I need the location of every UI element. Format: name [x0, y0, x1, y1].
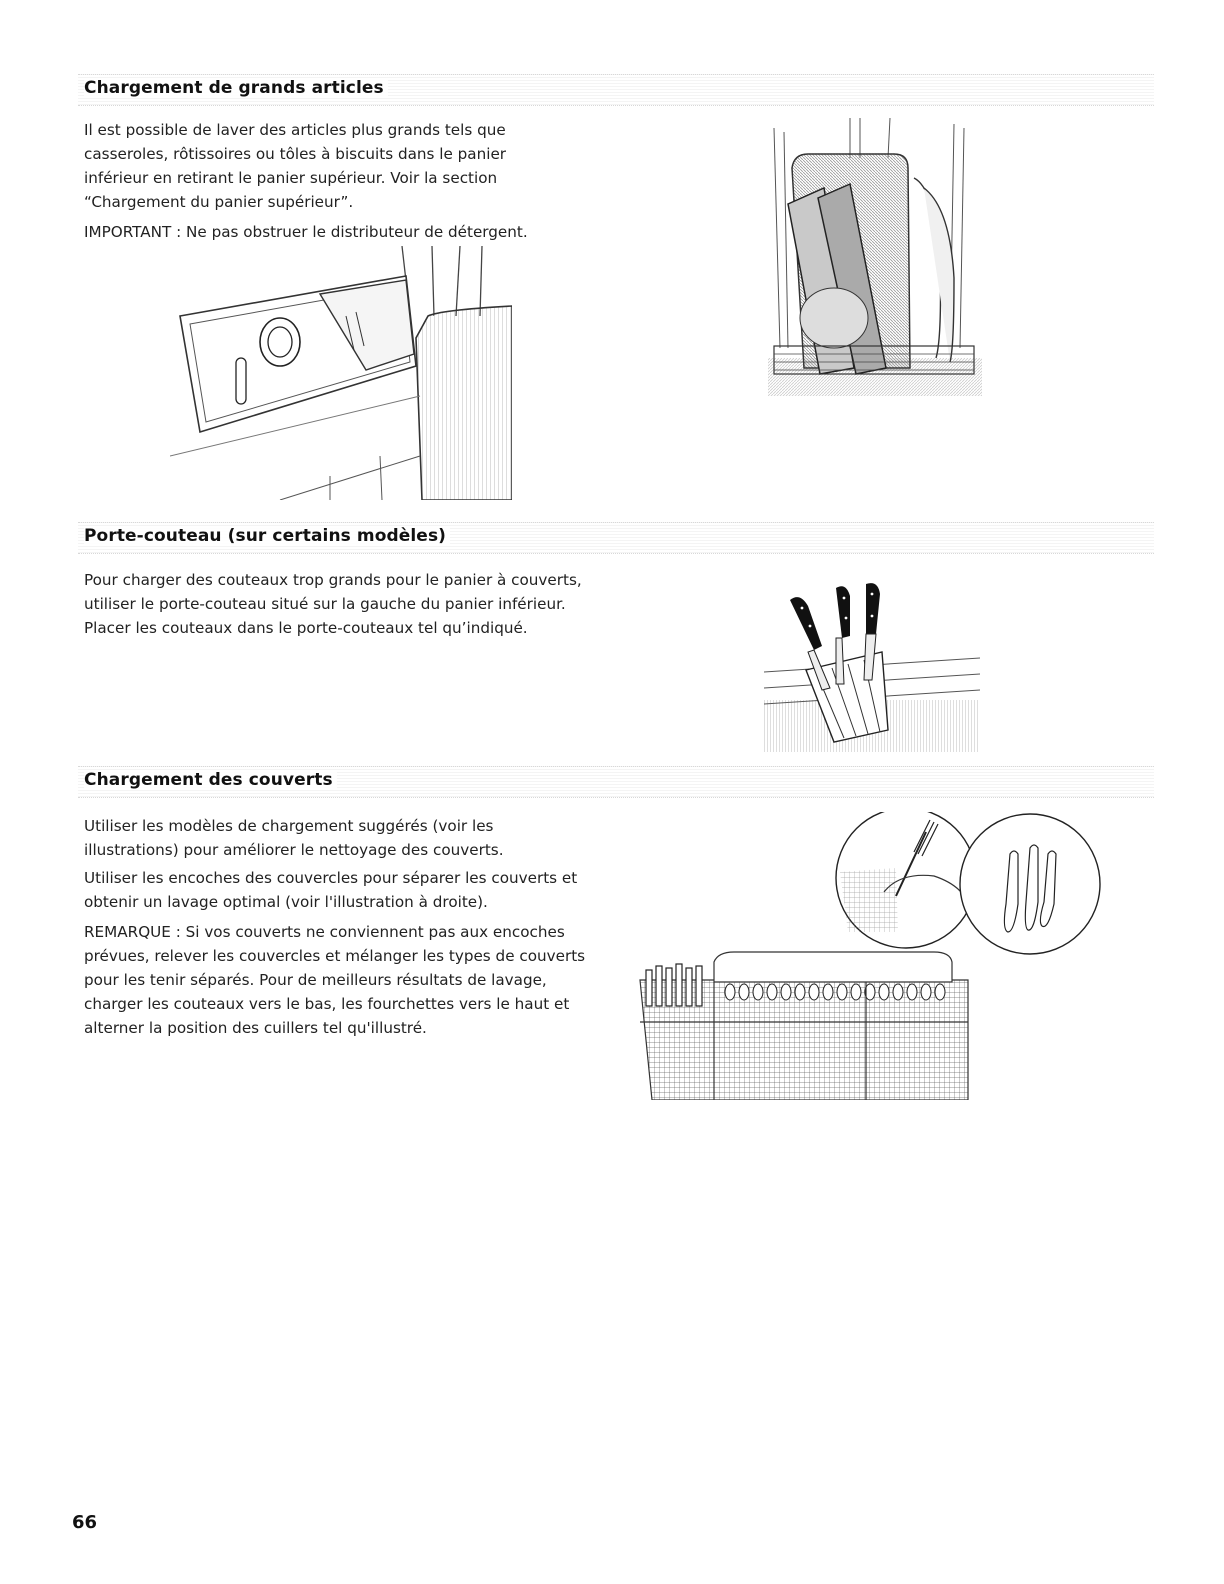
knife-holder-illustration — [764, 580, 980, 752]
section-header-knife-holder — [78, 522, 1154, 554]
silverware-note: REMARQUE : Si vos couverts ne conviennent pas aux encoches prévues, relever les couvercles et mélanger les types de couverts pour les tenir séparés. Pour de meilleurs résultats de lavage, charger les couteaux vers le bas, les fourchettes vers le haut et alterner la position des cuillers tel qu'illustré. — [84, 923, 586, 1037]
large-items-basket-illustration — [764, 118, 984, 398]
silverware-paragraph-2: Utiliser les encoches des couvercles pour séparer les couverts et obtenir un lavage optimal (voir l'illustration à droite). — [84, 869, 578, 911]
important-note: IMPORTANT : Ne pas obstruer le distributeur de détergent. — [84, 223, 528, 241]
section-header-silverware — [78, 766, 1154, 798]
section-title-knife-holder: Porte-couteau (sur certains modèles) — [84, 526, 450, 546]
page-number: 66 — [72, 1512, 98, 1533]
section-title-silverware: Chargement des couverts — [84, 770, 337, 790]
knife-holder-paragraph: Pour charger des couteaux trop grands pour le panier à couverts, utiliser le porte-couteau situé sur la gauche du panier inférieur. Placer les couteaux dans le porte-couteaux tel qu’indiqué. — [84, 571, 582, 637]
detergent-dispenser-illustration — [170, 246, 512, 500]
silverware-paragraph-1: Utiliser les modèles de chargement suggérés (voir les illustrations) pour améliorer le nettoyage des couverts. — [84, 817, 504, 859]
silverware-basket-illustration — [634, 812, 1104, 1100]
large-items-paragraph: Il est possible de laver des articles plus grands tels que casseroles, rôtissoires ou tôles à biscuits dans le panier inférieur en retirant le panier supérieur. Voir la section “Chargement du panier supérieur”. — [84, 121, 507, 211]
section-title-large-items: Chargement de grands articles — [84, 78, 388, 98]
section-header-large-items — [78, 74, 1154, 106]
